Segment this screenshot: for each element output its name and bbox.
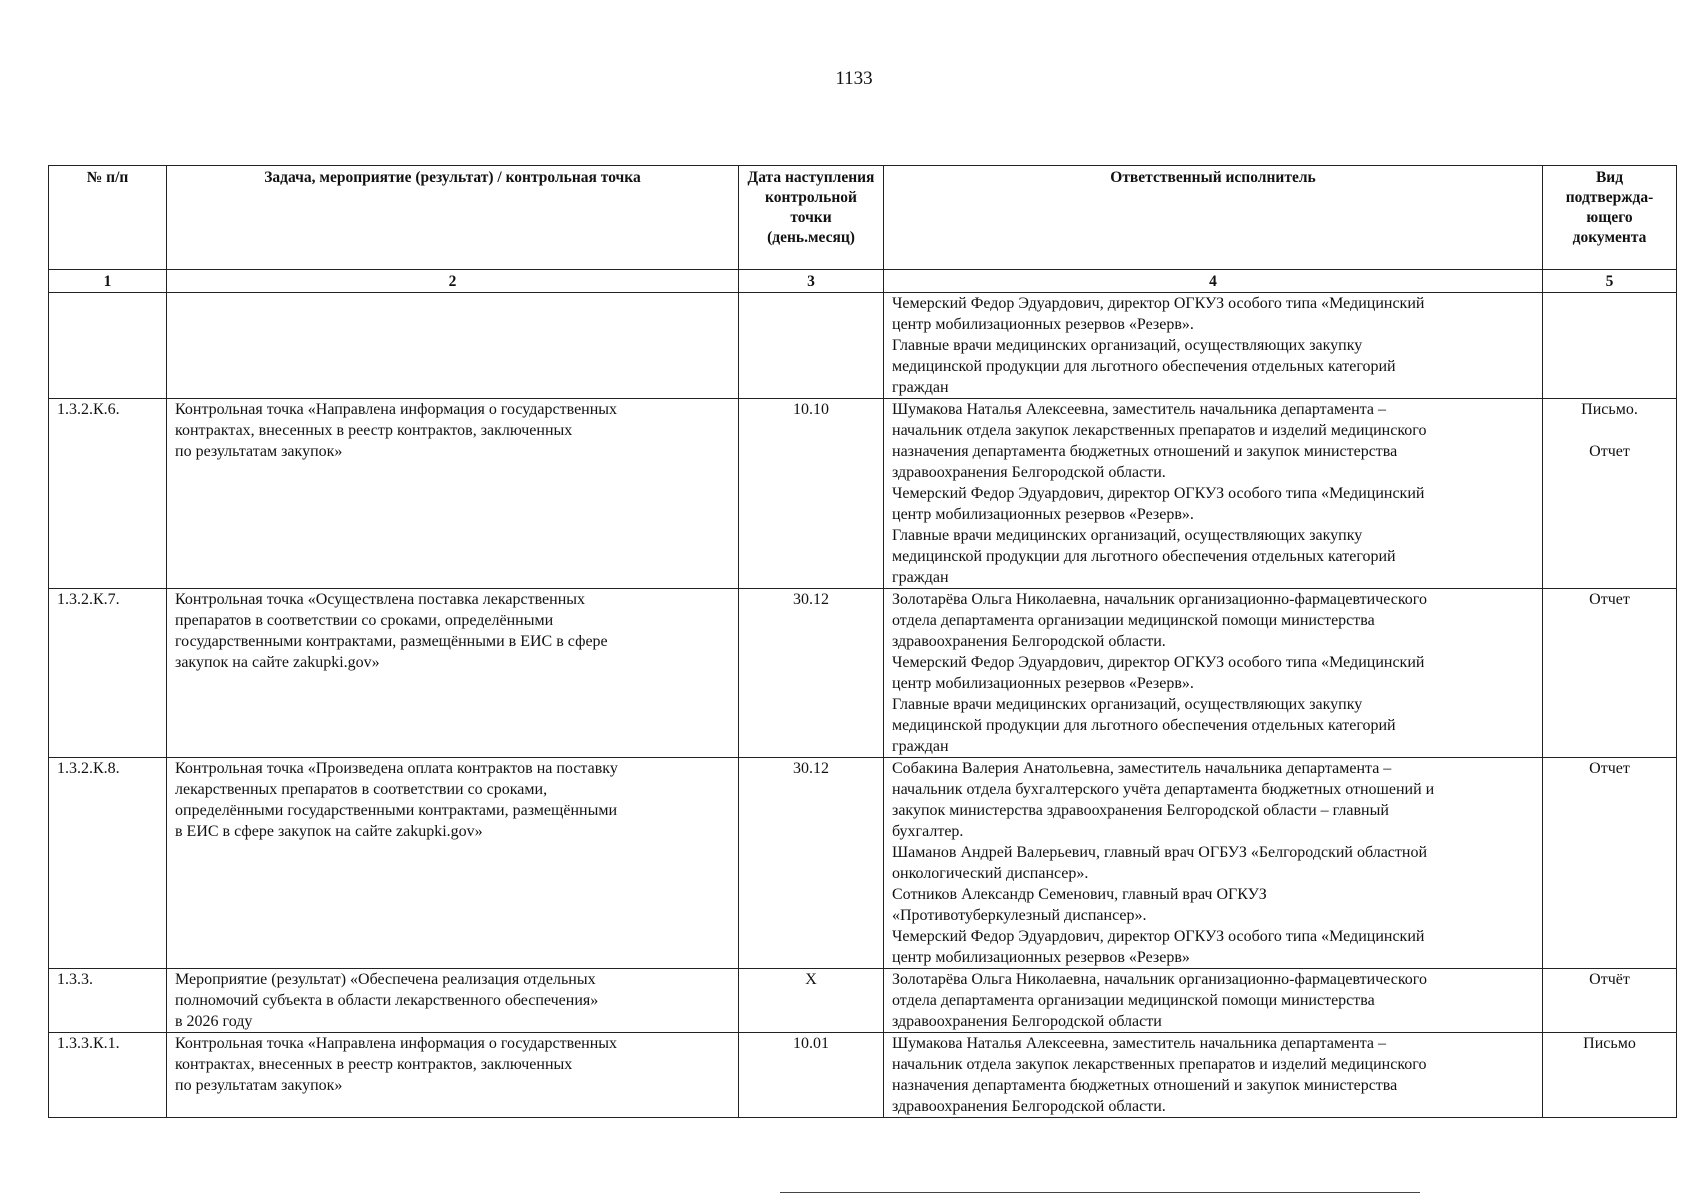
row-task xyxy=(167,969,739,1033)
executor-line: здравоохранения Белгородской области. xyxy=(892,633,1166,650)
row-number: 1.3.2.К.7. xyxy=(49,589,167,758)
table-header-row xyxy=(49,166,1677,270)
header-date: Дата наступления контрольной точки (день.месяц) xyxy=(739,166,884,270)
executor-line: центр мобилизационных резервов «Резерв». xyxy=(892,675,1194,692)
executor-line: медицинской продукции для льготного обеспечения отдельных категорий xyxy=(892,717,1396,734)
column-number-row xyxy=(49,270,1677,293)
executor-line: граждан xyxy=(892,569,949,586)
executor-line: назначения департамента бюджетных отношений и закупок министерства xyxy=(892,443,1398,460)
header-document: Вид подтвержда-ющего документа xyxy=(1543,166,1677,270)
task-line: контрактах, внесенных в реестр контрактов, заключенных xyxy=(175,422,573,439)
column-number: 4 xyxy=(884,270,1543,293)
executor-line: Чемерский Федор Эдуардович, директор ОГКУЗ особого типа «Медицинский xyxy=(892,295,1425,312)
doc-line: Отчет xyxy=(1589,443,1630,460)
row-task xyxy=(167,399,739,589)
executor-line: закупок министерства здравоохранения Белгородской области – главный xyxy=(892,802,1389,819)
row-task xyxy=(167,758,739,969)
row-task xyxy=(167,1033,739,1118)
row-document xyxy=(1543,969,1677,1033)
row-executor xyxy=(884,758,1543,969)
executor-line: начальник отдела бухгалтерского учёта департамента бюджетных отношений и xyxy=(892,781,1435,798)
executor-line: Чемерский Федор Эдуардович, директор ОГКУЗ особого типа «Медицинский xyxy=(892,654,1425,671)
row-date: 30.12 xyxy=(739,758,884,969)
executor-line: здравоохранения Белгородской области. xyxy=(892,464,1166,481)
executor-line: Главные врачи медицинских организаций, осуществляющих закупку xyxy=(892,696,1363,713)
executor-line: Сотников Александр Семенович, главный врач ОГКУЗ xyxy=(892,886,1267,903)
task-line: в 2026 году xyxy=(175,1013,253,1030)
executor-line: онкологический диспансер». xyxy=(892,865,1089,882)
executor-line: здравоохранения Белгородской области. xyxy=(892,1098,1166,1115)
row-executor xyxy=(884,969,1543,1033)
doc-line: Письмо. xyxy=(1581,401,1638,418)
executor-line: центр мобилизационных резервов «Резерв». xyxy=(892,506,1194,523)
task-line: лекарственных препаратов в соответствии со сроками, xyxy=(175,781,548,798)
row-number: 1.3.2.К.6. xyxy=(49,399,167,589)
row-date: 30.12 xyxy=(739,589,884,758)
executor-line: бухгалтер. xyxy=(892,823,964,840)
row-date: 10.01 xyxy=(739,1033,884,1118)
row-task xyxy=(167,293,739,399)
doc-line: Отчет xyxy=(1589,591,1630,608)
executor-line: отдела департамента организации медицинской помощи министерства xyxy=(892,992,1375,1009)
row-number: 1.3.3.К.1. xyxy=(49,1033,167,1118)
task-line: полномочий субъекта в области лекарственного обеспечения» xyxy=(175,992,599,1009)
row-document xyxy=(1543,758,1677,969)
header-executor: Ответственный исполнитель xyxy=(884,166,1543,270)
row-executor xyxy=(884,399,1543,589)
row-task xyxy=(167,589,739,758)
task-line: по результатам закупок» xyxy=(175,1077,343,1094)
executor-line: центр мобилизационных резервов «Резерв» xyxy=(892,949,1190,966)
executor-line: медицинской продукции для льготного обеспечения отдельных категорий xyxy=(892,548,1396,565)
row-document xyxy=(1543,1033,1677,1118)
task-line: определёнными государственными контрактами, размещёнными xyxy=(175,802,618,819)
executor-line: Шумакова Наталья Алексеевна, заместитель начальника департамента – xyxy=(892,1035,1386,1052)
task-line: Контрольная точка «Произведена оплата контрактов на поставку xyxy=(175,760,618,777)
header-number: № п/п xyxy=(49,166,167,270)
executor-line: Собакина Валерия Анатольевна, заместитель начальника департамента – xyxy=(892,760,1392,777)
row-executor xyxy=(884,1033,1543,1118)
executor-line: Главные врачи медицинских организаций, осуществляющих закупку xyxy=(892,527,1363,544)
page-number: 1133 xyxy=(835,68,873,89)
row-date xyxy=(739,293,884,399)
task-line: Мероприятие (результат) «Обеспечена реализация отдельных xyxy=(175,971,596,988)
row-date: X xyxy=(739,969,884,1033)
column-number: 3 xyxy=(739,270,884,293)
row-document xyxy=(1543,293,1677,399)
doc-line: Отчёт xyxy=(1589,971,1630,988)
table-row xyxy=(49,293,1677,399)
row-number: 1.3.3. xyxy=(49,969,167,1033)
executor-line: назначения департамента бюджетных отношений и закупок министерства xyxy=(892,1077,1398,1094)
doc-line: Отчет xyxy=(1589,760,1630,777)
task-line: Контрольная точка «Осуществлена поставка лекарственных xyxy=(175,591,586,608)
executor-line: здравоохранения Белгородской области xyxy=(892,1013,1162,1030)
header-task: Задача, мероприятие (результат) / контрольная точка xyxy=(167,166,739,270)
table-row xyxy=(49,589,1677,758)
executor-line: Шумакова Наталья Алексеевна, заместитель начальника департамента – xyxy=(892,401,1386,418)
executor-line: «Противотуберкулезный диспансер». xyxy=(892,907,1147,924)
executor-line: Золотарёва Ольга Николаевна, начальник организационно-фармацевтического xyxy=(892,591,1427,608)
task-line: препаратов в соответствии со сроками, определёнными xyxy=(175,612,554,629)
executor-line: Золотарёва Ольга Николаевна, начальник организационно-фармацевтического xyxy=(892,971,1427,988)
task-line: закупок на сайте zakupki.gov» xyxy=(175,654,380,671)
executor-line: граждан xyxy=(892,738,949,755)
executor-line: начальник отдела закупок лекарственных препаратов и изделий медицинского xyxy=(892,1056,1427,1073)
task-line: контрактах, внесенных в реестр контрактов, заключенных xyxy=(175,1056,573,1073)
executor-line: Шаманов Андрей Валерьевич, главный врач ОГБУЗ «Белгородский областной xyxy=(892,844,1428,861)
executor-line: Главные врачи медицинских организаций, осуществляющих закупку xyxy=(892,337,1363,354)
column-number: 5 xyxy=(1543,270,1677,293)
executor-line: отдела департамента организации медицинской помощи министерства xyxy=(892,612,1375,629)
control-points-table xyxy=(48,165,1677,1118)
task-line: Контрольная точка «Направлена информация о государственных xyxy=(175,401,618,418)
executor-line: Чемерский Федор Эдуардович, директор ОГКУЗ особого типа «Медицинский xyxy=(892,928,1425,945)
table-row xyxy=(49,1033,1677,1118)
row-date: 10.10 xyxy=(739,399,884,589)
table-row xyxy=(49,399,1677,589)
column-number: 2 xyxy=(167,270,739,293)
row-document xyxy=(1543,399,1677,589)
column-number: 1 xyxy=(49,270,167,293)
task-line: государственными контрактами, размещёнными в ЕИС в сфере xyxy=(175,633,608,650)
executor-line: Чемерский Федор Эдуардович, директор ОГКУЗ особого типа «Медицинский xyxy=(892,485,1425,502)
executor-line: начальник отдела закупок лекарственных препаратов и изделий медицинского xyxy=(892,422,1427,439)
page-bottom-rule xyxy=(780,1192,1420,1193)
table-row xyxy=(49,758,1677,969)
executor-line: медицинской продукции для льготного обеспечения отдельных категорий xyxy=(892,358,1396,375)
task-line: по результатам закупок» xyxy=(175,443,343,460)
doc-line: Письмо xyxy=(1583,1035,1636,1052)
executor-line: центр мобилизационных резервов «Резерв». xyxy=(892,316,1194,333)
task-line: Контрольная точка «Направлена информация о государственных xyxy=(175,1035,618,1052)
table-body xyxy=(49,293,1677,1118)
table-row xyxy=(49,969,1677,1033)
row-number: 1.3.2.К.8. xyxy=(49,758,167,969)
executor-line: граждан xyxy=(892,379,949,396)
row-executor xyxy=(884,293,1543,399)
row-executor xyxy=(884,589,1543,758)
row-document xyxy=(1543,589,1677,758)
row-number xyxy=(49,293,167,399)
task-line: в ЕИС в сфере закупок на сайте zakupki.gov» xyxy=(175,823,483,840)
